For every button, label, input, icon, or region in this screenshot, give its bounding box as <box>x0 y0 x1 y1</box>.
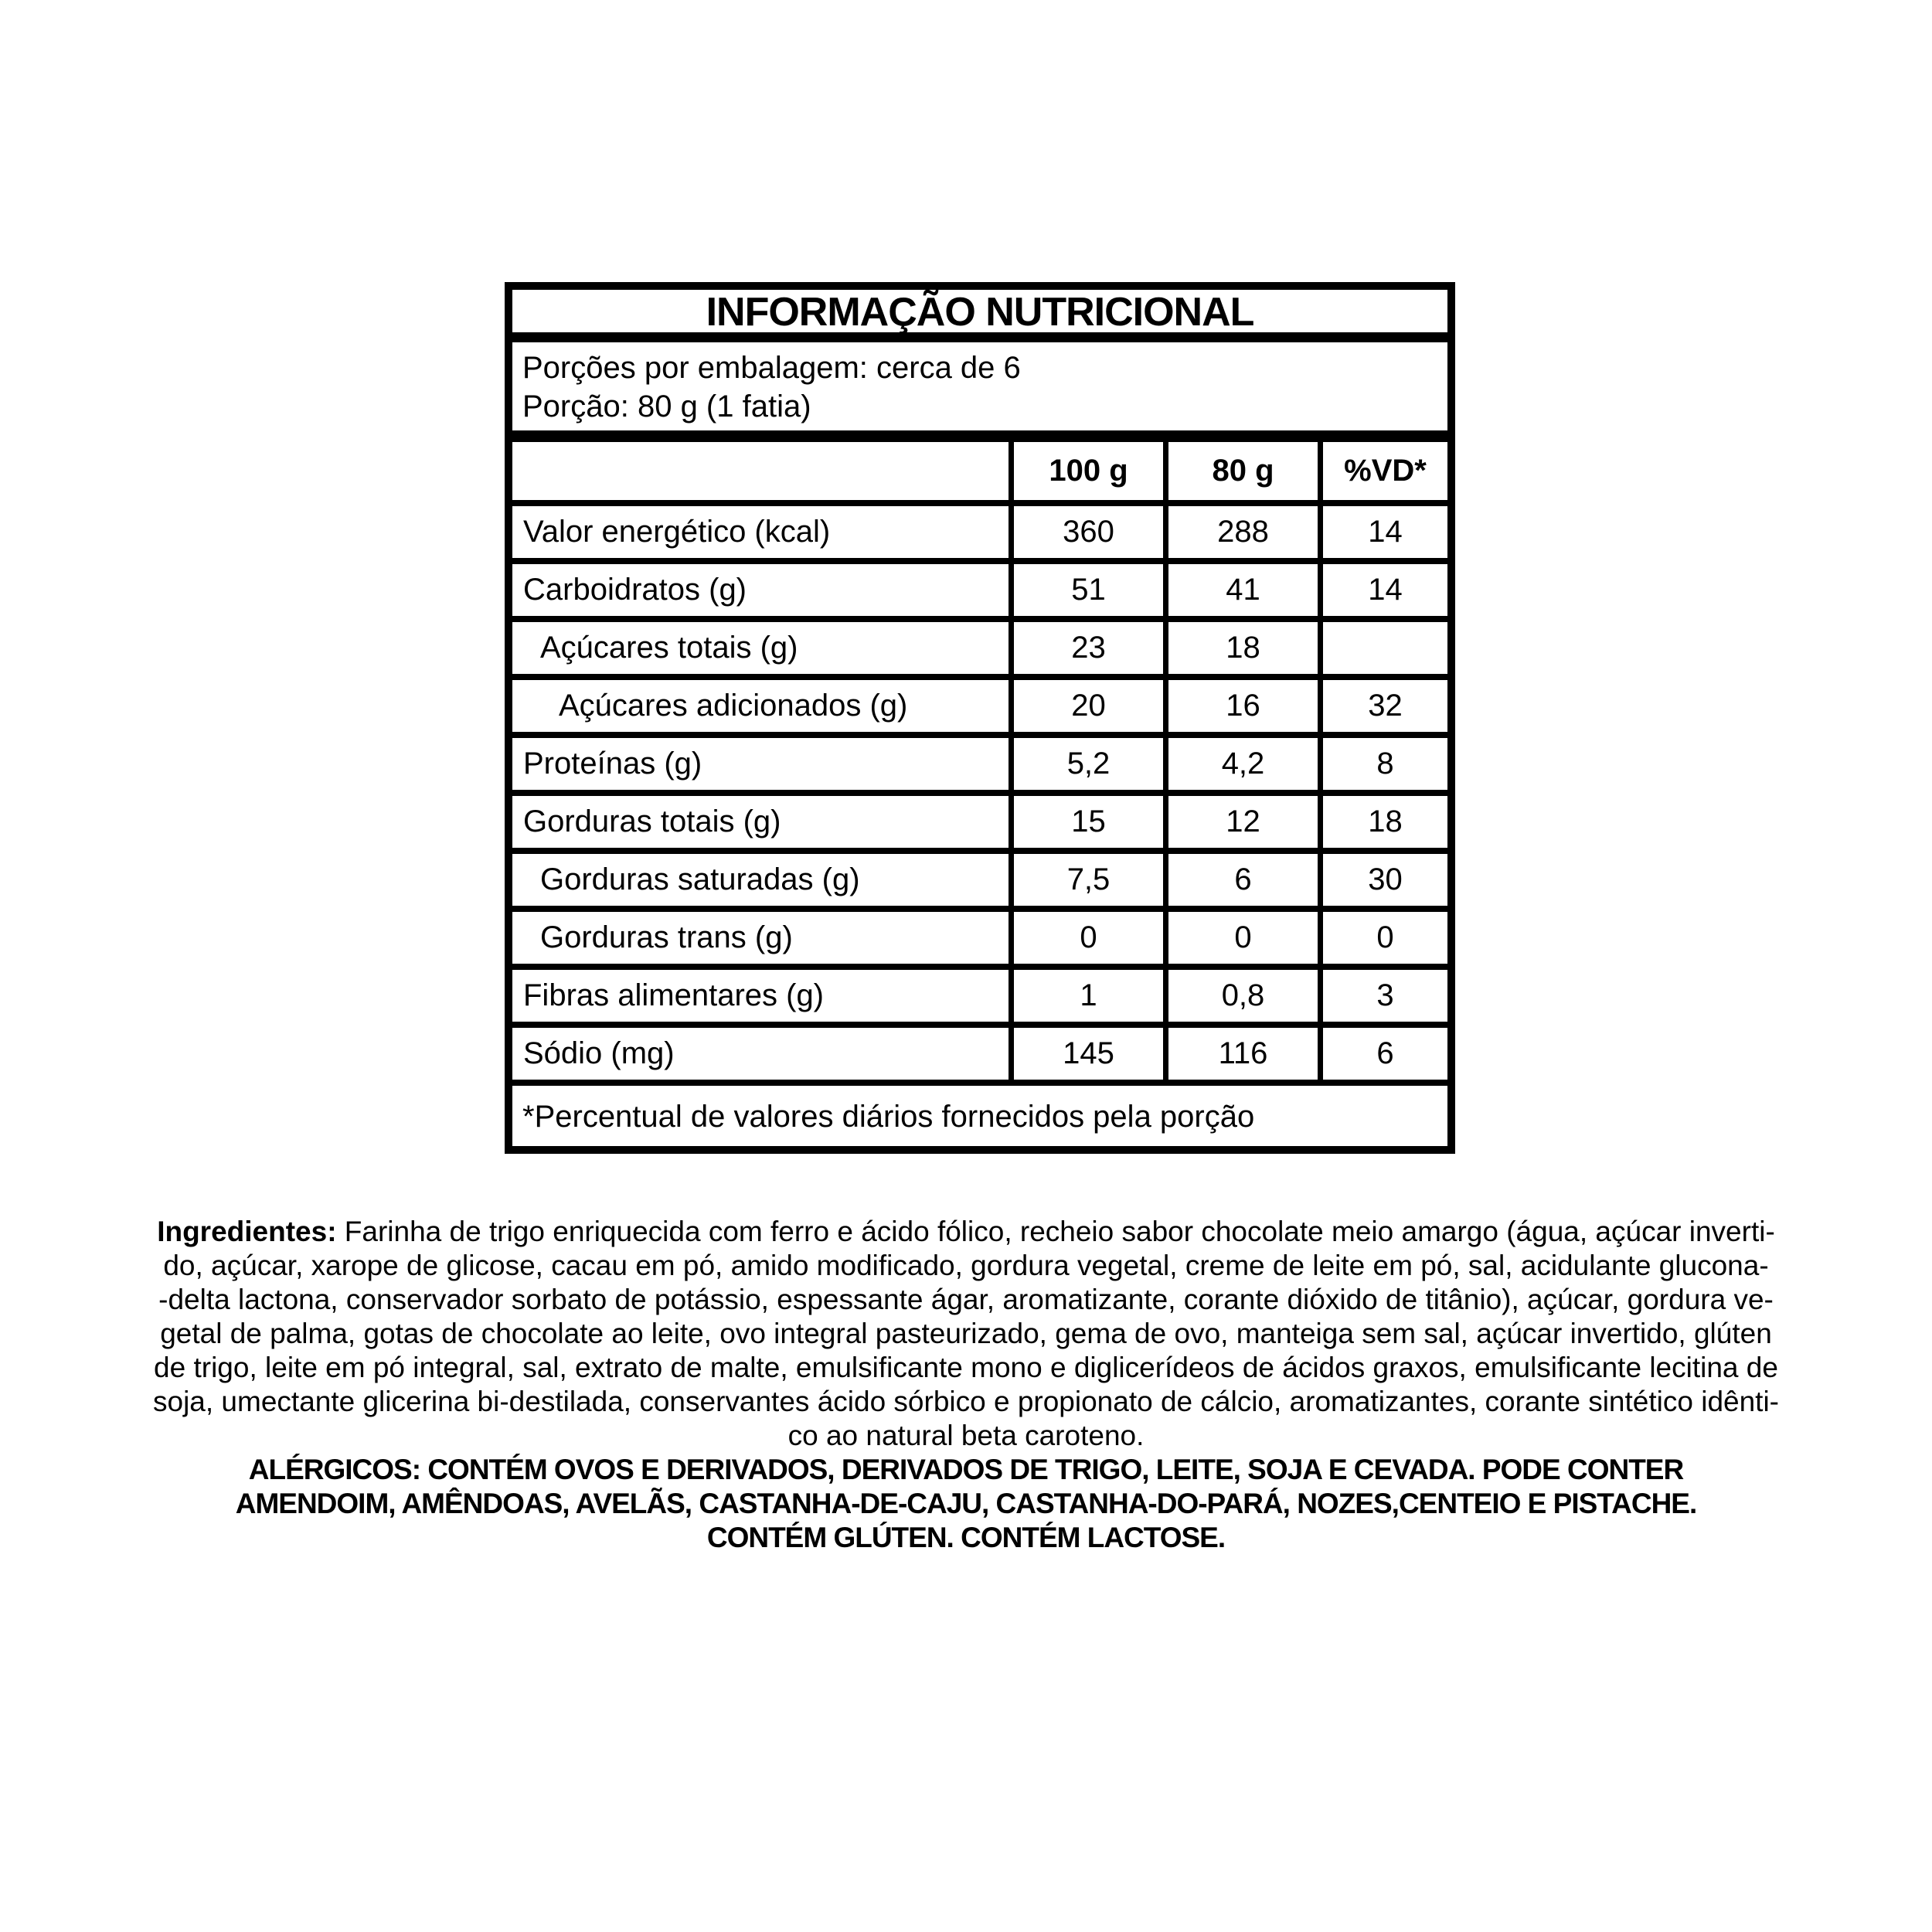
table-row <box>512 506 1447 564</box>
table-row <box>512 680 1447 738</box>
ingredients-line: getal de palma, gotas de chocolate ao leite, ovo integral pasteurizado, gema de ovo, manteiga sem sal, açúcar invertido, glúten <box>160 1318 1772 1349</box>
row-value-vd: 0 <box>1318 912 1447 964</box>
ingredients-line: do, açúcar, xarope de glicose, cacau em pó, amido modificado, gordura vegetal, creme de leite em pó, sal, acidulante glucona- <box>163 1250 1769 1281</box>
serving-size: Porção: 80 g (1 fatia) <box>522 389 811 423</box>
ingredients-line: de trigo, leite em pó integral, sal, extrato de malte, emulsificante mono e diglicerídeos de ácidos graxos, emulsificante lecitina de <box>154 1352 1778 1383</box>
row-value-80g: 12 <box>1163 796 1318 848</box>
row-value-vd: 14 <box>1318 506 1447 558</box>
servings-block <box>512 342 1447 442</box>
row-value-100g: 7,5 <box>1009 854 1163 906</box>
row-value-100g: 0 <box>1009 912 1163 964</box>
row-value-100g: 360 <box>1009 506 1163 558</box>
row-value-80g: 0,8 <box>1163 970 1318 1022</box>
ingredients-block <box>0 1215 1932 1555</box>
table-row <box>512 970 1447 1028</box>
table-footnote: *Percentual de valores diários fornecidos pela porção <box>522 1100 1255 1134</box>
header-col-vd: %VD* <box>1318 442 1447 500</box>
row-value-80g: 4,2 <box>1163 738 1318 790</box>
ingredients-line: -delta lactona, conservador sorbato de potássio, espessante ágar, aromatizante, corante dióxido de titânio), açúcar, gordura ve- <box>158 1284 1774 1315</box>
row-label: Açúcares adicionados (g) <box>559 689 908 723</box>
row-label: Gorduras totais (g) <box>523 804 781 838</box>
row-value-100g: 5,2 <box>1009 738 1163 790</box>
row-value-100g: 23 <box>1009 622 1163 674</box>
row-value-80g: 0 <box>1163 912 1318 964</box>
row-value-100g: 1 <box>1009 970 1163 1022</box>
table-row <box>512 912 1447 970</box>
row-value-100g: 51 <box>1009 564 1163 616</box>
ingredients-heading: Ingredientes: <box>157 1216 337 1247</box>
row-value-80g: 116 <box>1163 1028 1318 1080</box>
header-empty-cell <box>512 442 1009 500</box>
row-label: Sódio (mg) <box>523 1036 675 1070</box>
nutrition-table-title: INFORMAÇÃO NUTRICIONAL <box>512 290 1447 342</box>
servings-per-package: Porções por embalagem: cerca de 6 <box>522 351 1021 385</box>
row-label: Fibras alimentares (g) <box>523 978 825 1012</box>
row-label: Gorduras trans (g) <box>540 920 793 954</box>
row-label: Açúcares totais (g) <box>540 631 798 665</box>
allergen-line: CONTÉM GLÚTEN. CONTÉM LACTOSE. <box>706 1522 1226 1553</box>
ingredients-line: soja, umectante glicerina bi-destilada, conservantes ácido sórbico e propionato de cálcio, aromatizantes, corante sintético idênti- <box>153 1386 1779 1417</box>
row-value-80g: 41 <box>1163 564 1318 616</box>
row-value-80g: 18 <box>1163 622 1318 674</box>
row-value-vd: 32 <box>1318 680 1447 732</box>
row-value-80g: 288 <box>1163 506 1318 558</box>
row-label: Proteínas (g) <box>523 747 702 781</box>
allergen-line: AMENDOIM, AMÊNDOAS, AVELÃS, CASTANHA-DE-CAJU, CASTANHA-DO-PARÁ, NOZES,CENTEIO E PISTACHE. <box>235 1488 1697 1519</box>
table-row <box>512 738 1447 796</box>
table-row <box>512 564 1447 622</box>
row-value-vd <box>1318 622 1447 674</box>
ingredients-line <box>0 1215 1932 1249</box>
row-label: Gorduras saturadas (g) <box>540 862 860 896</box>
nutrition-table <box>505 282 1455 1154</box>
row-value-vd: 14 <box>1318 564 1447 616</box>
ingredients-line-text: Farinha de trigo enriquecida com ferro e ácido fólico, recheio sabor chocolate meio amargo (água, açúcar inverti- <box>336 1216 1775 1247</box>
row-value-80g: 16 <box>1163 680 1318 732</box>
row-value-vd: 8 <box>1318 738 1447 790</box>
table-row <box>512 622 1447 680</box>
table-row <box>512 1028 1447 1086</box>
row-label: Carboidratos (g) <box>523 573 747 607</box>
row-value-80g: 6 <box>1163 854 1318 906</box>
table-row <box>512 796 1447 854</box>
ingredients-line: co ao natural beta caroteno. <box>787 1420 1145 1451</box>
allergen-line: ALÉRGICOS: CONTÉM OVOS E DERIVADOS, DERIVADOS DE TRIGO, LEITE, SOJA E CEVADA. PODE CONTER <box>248 1454 1684 1485</box>
row-value-100g: 15 <box>1009 796 1163 848</box>
row-value-vd: 30 <box>1318 854 1447 906</box>
table-header-row <box>512 442 1447 506</box>
row-value-100g: 20 <box>1009 680 1163 732</box>
row-value-vd: 3 <box>1318 970 1447 1022</box>
row-value-100g: 145 <box>1009 1028 1163 1080</box>
header-col-100g: 100 g <box>1009 442 1163 500</box>
header-col-80g: 80 g <box>1163 442 1318 500</box>
row-value-vd: 6 <box>1318 1028 1447 1080</box>
row-label: Valor energético (kcal) <box>523 515 831 549</box>
row-value-vd: 18 <box>1318 796 1447 848</box>
table-row <box>512 854 1447 912</box>
